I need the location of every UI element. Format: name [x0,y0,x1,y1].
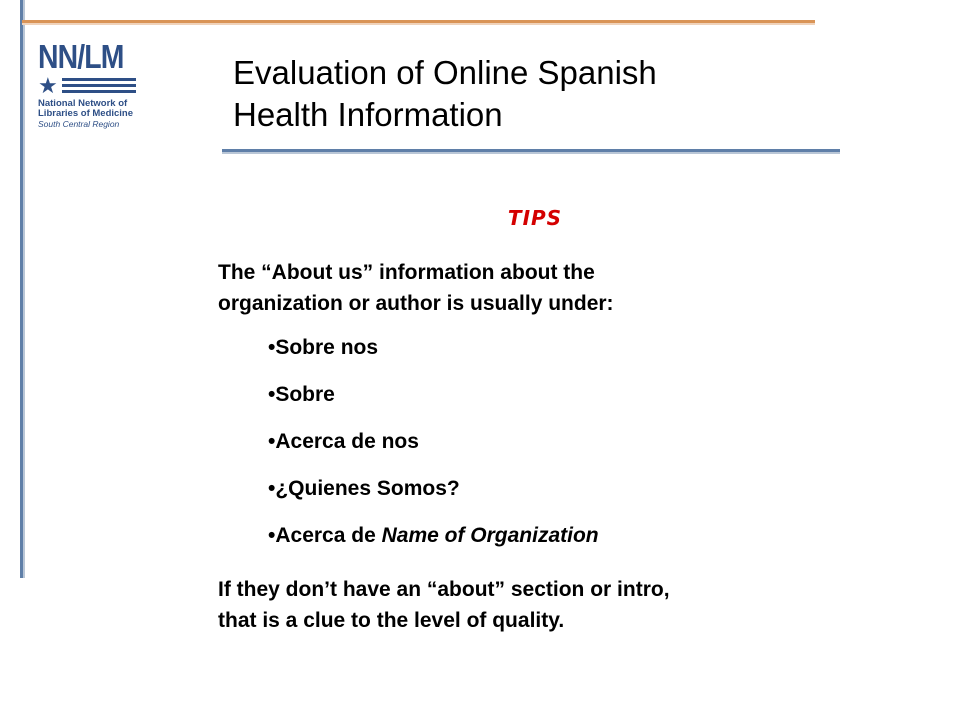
list-item: •Acerca de nos [268,430,419,453]
list-item: •Acerca de Name of Organization [268,524,599,547]
logo-mark: NN/LM [38,38,124,75]
list-item: •Sobre [268,383,335,406]
intro-paragraph [218,257,818,319]
logo-stripes [62,78,136,96]
outro-paragraph [218,574,818,636]
outro-line-2: that is a clue to the level of quality. [218,609,565,632]
star-icon: ★ [38,73,58,98]
intro-line-2: organization or author is usually under: [218,292,614,315]
bullet-list [268,336,788,571]
list-item: •Sobre nos [268,336,379,359]
list-item: •¿Quienes Somos? [268,477,460,500]
outro-line-1: If they don’t have an “about” section or intro, [218,578,670,601]
intro-line-1: The “About us” information about the [218,261,595,284]
logo-line-2: Libraries of Medicine [38,108,134,119]
left-vertical-rule [20,0,23,578]
organization-placeholder: Name of Organization [381,524,599,547]
nnlm-logo [38,40,148,130]
title-line-2: Health Information [233,96,503,133]
logo-line-3: South Central Region [38,119,120,129]
logo-star-bars [38,75,148,99]
logo-line-1: National Network of [38,98,128,109]
title-line-1: Evaluation of Online Spanish [233,54,657,91]
top-horizontal-rule [22,20,815,23]
slide-title [233,52,833,136]
tips-heading: TIPS [507,206,563,230]
title-underline-rule [222,149,840,152]
